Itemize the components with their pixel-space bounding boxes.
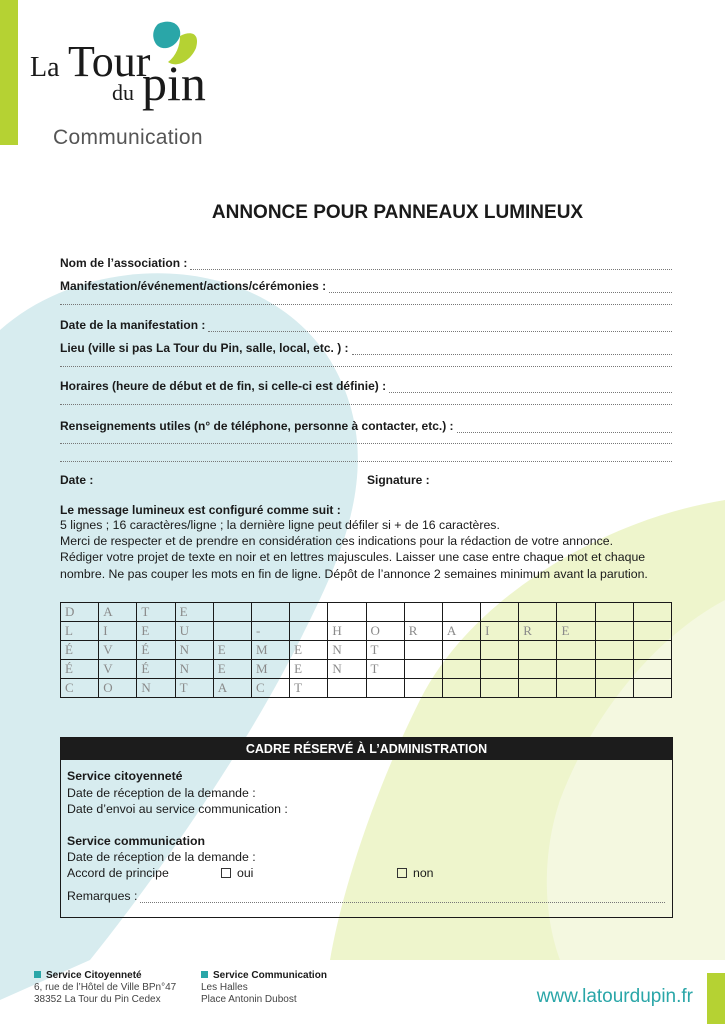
- grid-cell[interactable]: É: [61, 641, 99, 660]
- grid-cell[interactable]: É: [137, 641, 175, 660]
- grid-cell[interactable]: N: [175, 660, 213, 679]
- grid-cell[interactable]: [442, 603, 480, 622]
- logo-tour: Tour: [68, 37, 151, 86]
- non-option[interactable]: [397, 866, 434, 880]
- grid-cell[interactable]: V: [99, 641, 137, 660]
- grid-cell[interactable]: [404, 660, 442, 679]
- grid-cell[interactable]: I: [99, 622, 137, 641]
- instruction-line: Rédiger votre projet de texte en noir et en lettres majuscules. Laisser une case entre chaque mot et chaque: [60, 550, 646, 565]
- grid-cell[interactable]: -: [251, 622, 289, 641]
- grid-cell[interactable]: [366, 679, 404, 698]
- grid-row: [61, 622, 672, 641]
- grid-cell[interactable]: E: [175, 603, 213, 622]
- date-sign-label: Date :: [60, 473, 94, 487]
- teal-square-icon: [34, 971, 41, 978]
- grid-cell[interactable]: [404, 641, 442, 660]
- association-label: Nom de l’association :: [60, 256, 188, 270]
- instruction-line: Merci de respecter et de prendre en considération ces indications pour la rédaction de votre annonce.: [60, 534, 614, 549]
- grid-cell[interactable]: U: [175, 622, 213, 641]
- grid-cell[interactable]: N: [137, 679, 175, 698]
- grid-cell[interactable]: [633, 622, 671, 641]
- grid-cell[interactable]: A: [442, 622, 480, 641]
- grid-cell[interactable]: M: [251, 660, 289, 679]
- right-accent-bar: [707, 973, 725, 1024]
- footer-col2-line2: Place Antonin Dubost: [201, 994, 297, 1005]
- instruction-line: nombre. Ne pas couper les mots en fin de ligne. Dépôt de l’annonce 2 semaines minimum avant la parution.: [60, 566, 648, 581]
- grid-cell[interactable]: [633, 679, 671, 698]
- grid-cell[interactable]: E: [290, 660, 328, 679]
- service-communication-title: Service communication: [67, 834, 206, 848]
- form-title: ANNONCE POUR PANNEAUX LUMINEUX: [211, 202, 584, 223]
- manifestation-field[interactable]: [60, 277, 672, 293]
- grid-cell[interactable]: [404, 603, 442, 622]
- oui-option[interactable]: [221, 866, 253, 880]
- instruction-line: 5 lignes ; 16 caractères/ligne ; la dernière ligne peut défiler si + de 16 caractères.: [60, 518, 500, 532]
- grid-cell[interactable]: [633, 641, 671, 660]
- grid-cell[interactable]: T: [366, 641, 404, 660]
- grid-cell[interactable]: [481, 641, 519, 660]
- grid-cell[interactable]: A: [99, 603, 137, 622]
- s2-reception-date: Date de réception de la demande :: [67, 850, 256, 864]
- date-label: Date de la manifestation :: [60, 318, 206, 332]
- grid-cell[interactable]: [519, 660, 557, 679]
- grid-cell[interactable]: [481, 679, 519, 698]
- grid-cell[interactable]: C: [61, 679, 99, 698]
- website-link[interactable]: www.latourdupin.fr: [536, 986, 693, 1007]
- admin-box: [60, 737, 673, 918]
- lieu-extra-line[interactable]: [60, 365, 672, 367]
- logo-pin: pin: [142, 55, 206, 111]
- grid-cell[interactable]: N: [328, 641, 366, 660]
- oui-checkbox[interactable]: [221, 868, 231, 878]
- footer-col1-title: Service Citoyenneté: [46, 970, 142, 981]
- grid-cell[interactable]: I: [481, 622, 519, 641]
- renseignements-label: Renseignements utiles (n° de téléphone, personne à contacter, etc.) :: [60, 419, 454, 433]
- manifestation-label: Manifestation/événement/actions/cérémonies :: [60, 279, 327, 293]
- logo-la: La: [30, 52, 60, 83]
- grid-cell[interactable]: [213, 622, 251, 641]
- date-field[interactable]: [60, 316, 672, 332]
- grid-cell[interactable]: T: [366, 660, 404, 679]
- grid-cell[interactable]: [557, 679, 595, 698]
- grid-cell[interactable]: E: [557, 622, 595, 641]
- horaires-field[interactable]: [60, 377, 672, 393]
- grid-cell[interactable]: [442, 641, 480, 660]
- grid-cell[interactable]: [519, 641, 557, 660]
- grid-cell[interactable]: [595, 603, 633, 622]
- grid-row: [61, 660, 672, 679]
- manifestation-dots: [329, 282, 672, 293]
- lieu-label: Lieu (ville si pas La Tour du Pin, salle, local, etc. ) :: [60, 341, 349, 355]
- admin-header: CADRE RÉSERVÉ À L’ADMINISTRATION: [61, 738, 672, 760]
- grid-cell[interactable]: H: [328, 622, 366, 641]
- remarques-dots: [140, 892, 665, 903]
- signature-label: Signature :: [367, 473, 430, 487]
- manifestation-extra-line[interactable]: [60, 303, 672, 305]
- non-label: non: [413, 866, 434, 880]
- oui-label: oui: [237, 866, 254, 880]
- footer-communication: [201, 970, 327, 1006]
- footer-col2-title: Service Communication: [213, 970, 327, 981]
- footer-col1-line2: 38352 La Tour du Pin Cedex: [34, 994, 161, 1005]
- grid-cell[interactable]: L: [61, 622, 99, 641]
- association-dots: [190, 259, 672, 270]
- grid-row: [61, 603, 672, 622]
- grid-cell[interactable]: [595, 660, 633, 679]
- grid-cell[interactable]: [557, 660, 595, 679]
- lieu-dots: [352, 344, 672, 355]
- footer-col1-line1: 6, rue de l’Hôtel de Ville BPn°47: [34, 982, 177, 993]
- logo-du: du: [112, 80, 134, 105]
- grid-cell[interactable]: [328, 679, 366, 698]
- grid-cell[interactable]: C: [251, 679, 289, 698]
- association-field[interactable]: [60, 254, 672, 270]
- grid-cell[interactable]: E: [213, 641, 251, 660]
- grid-cell[interactable]: O: [366, 622, 404, 641]
- accord-label: Accord de principe: [67, 866, 169, 880]
- horaires-label: Horaires (heure de début et de fin, si celle-ci est définie) :: [60, 379, 387, 393]
- grid-cell[interactable]: [519, 679, 557, 698]
- renseignements-extra-line-1[interactable]: [60, 442, 672, 444]
- grid-cell[interactable]: [404, 679, 442, 698]
- grid-cell[interactable]: [633, 603, 671, 622]
- grid-cell[interactable]: [442, 660, 480, 679]
- grid-cell[interactable]: E: [137, 622, 175, 641]
- grid-cell[interactable]: A: [213, 679, 251, 698]
- non-checkbox[interactable]: [397, 868, 407, 878]
- grid-cell[interactable]: É: [61, 660, 99, 679]
- grid-cell[interactable]: E: [290, 641, 328, 660]
- message-title: Le message lumineux est configuré comme suit :: [60, 503, 341, 517]
- footer-citoyennete: [34, 970, 176, 1006]
- grid-cell[interactable]: [557, 641, 595, 660]
- left-accent-bar: [0, 0, 18, 145]
- grid-row: [61, 679, 672, 698]
- grid-cell[interactable]: T: [137, 603, 175, 622]
- s1-reception-date: Date de réception de la demande :: [67, 786, 256, 800]
- remarques-field[interactable]: [67, 889, 665, 903]
- grid-cell[interactable]: D: [61, 603, 99, 622]
- lieu-field[interactable]: [60, 339, 672, 355]
- grid-cell[interactable]: O: [99, 679, 137, 698]
- grid-cell[interactable]: [481, 660, 519, 679]
- remarques-label: Remarques :: [67, 889, 138, 903]
- s1-envoi-date: Date d’envoi au service communication :: [67, 802, 288, 816]
- department-label: Communication: [53, 126, 203, 149]
- grid-cell[interactable]: R: [519, 622, 557, 641]
- message-instructions: [60, 517, 680, 582]
- footer-col2-line1: Les Halles: [201, 982, 248, 993]
- grid-cell[interactable]: R: [404, 622, 442, 641]
- grid-cell[interactable]: T: [175, 679, 213, 698]
- logo: [30, 18, 220, 118]
- renseignements-field[interactable]: [60, 417, 672, 433]
- teal-square-icon: [201, 971, 208, 978]
- grid-cell[interactable]: [633, 660, 671, 679]
- grid-cell[interactable]: [481, 603, 519, 622]
- grid-cell[interactable]: [213, 603, 251, 622]
- grid-cell[interactable]: M: [251, 641, 289, 660]
- character-grid: [60, 602, 672, 698]
- renseignements-dots: [457, 422, 672, 433]
- grid-cell[interactable]: [595, 679, 633, 698]
- grid-cell[interactable]: [557, 603, 595, 622]
- horaires-dots: [389, 382, 672, 393]
- grid-cell[interactable]: T: [290, 679, 328, 698]
- grid-cell[interactable]: [366, 603, 404, 622]
- grid-cell[interactable]: [442, 679, 480, 698]
- renseignements-extra-line-2[interactable]: [60, 460, 672, 462]
- grid-cell[interactable]: [595, 622, 633, 641]
- service-citoyennete-title: Service citoyenneté: [67, 769, 183, 783]
- grid-cell[interactable]: N: [175, 641, 213, 660]
- grid-cell[interactable]: [290, 603, 328, 622]
- grid-cell[interactable]: V: [99, 660, 137, 679]
- grid-cell[interactable]: E: [213, 660, 251, 679]
- grid-cell[interactable]: N: [328, 660, 366, 679]
- grid-cell[interactable]: [290, 622, 328, 641]
- grid-row: [61, 641, 672, 660]
- grid-cell[interactable]: [251, 603, 289, 622]
- date-dots: [208, 321, 672, 332]
- grid-cell[interactable]: [328, 603, 366, 622]
- grid-cell[interactable]: É: [137, 660, 175, 679]
- horaires-extra-line[interactable]: [60, 403, 672, 405]
- grid-cell[interactable]: [595, 641, 633, 660]
- grid-cell[interactable]: [519, 603, 557, 622]
